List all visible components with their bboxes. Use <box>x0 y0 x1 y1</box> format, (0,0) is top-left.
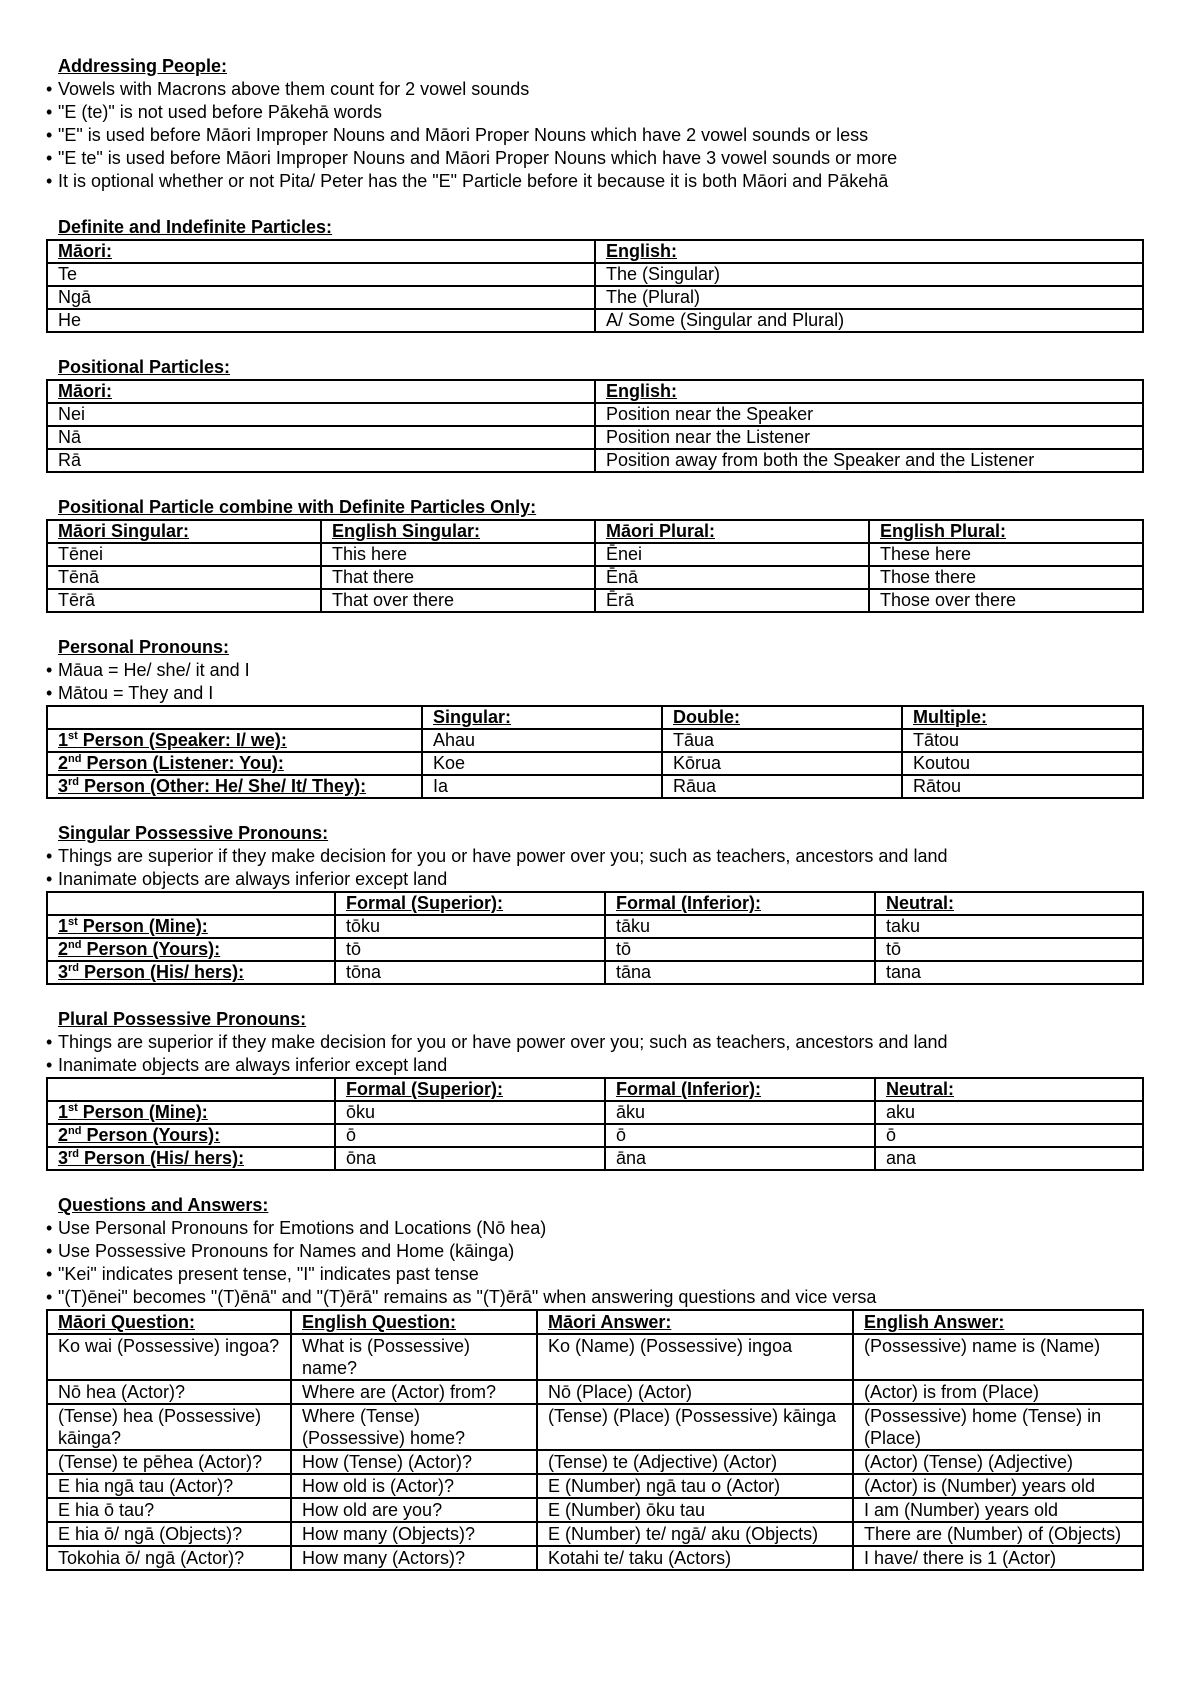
table-cell: How old is (Actor)? <box>291 1474 537 1498</box>
table-row <box>47 589 1143 612</box>
table-cell: tō <box>875 938 1143 961</box>
table-row <box>47 1124 1143 1147</box>
table-cell: tana <box>875 961 1143 984</box>
table-cell: A/ Some (Singular and Plural) <box>595 309 1143 332</box>
bullet-item: • "E te" is used before Māori Improper Nouns and Māori Proper Nouns which have 3 vowel sounds or more <box>46 147 1142 170</box>
row-header: 2nd Person (Listener: You): <box>47 752 422 775</box>
table-row <box>47 286 1143 309</box>
column-header: Neutral: <box>875 892 1143 915</box>
table-header-row <box>47 380 1143 403</box>
column-header: Formal (Superior): <box>335 892 605 915</box>
table-cell: āna <box>605 1147 875 1170</box>
document <box>46 55 1142 1571</box>
table-cell: tāku <box>605 915 875 938</box>
table-cell: That over there <box>321 589 595 612</box>
table-cell: These here <box>869 543 1143 566</box>
column-header: English Plural: <box>869 520 1143 543</box>
table-row <box>47 752 1143 775</box>
column-header: English: <box>595 380 1143 403</box>
table-cell: Those there <box>869 566 1143 589</box>
table-cell: Position away from both the Speaker and the Listener <box>595 449 1143 472</box>
column-header <box>47 892 335 915</box>
table-cell: That there <box>321 566 595 589</box>
table-row <box>47 961 1143 984</box>
table-row <box>47 1474 1143 1498</box>
row-header: 2nd Person (Yours): <box>47 938 335 961</box>
column-header: Māori Singular: <box>47 520 321 543</box>
table-row <box>47 1546 1143 1570</box>
table-cell: Tēnei <box>47 543 321 566</box>
column-header: Singular: <box>422 706 662 729</box>
personal-bullets <box>46 659 1142 705</box>
column-header: Māori Question: <box>47 1310 291 1334</box>
table-cell: How many (Objects)? <box>291 1522 537 1546</box>
column-header: Māori Answer: <box>537 1310 853 1334</box>
table-cell: E hia ō tau? <box>47 1498 291 1522</box>
table-cell: tōku <box>335 915 605 938</box>
table-cell: Kōrua <box>662 752 902 775</box>
table-cell: I am (Number) years old <box>853 1498 1143 1522</box>
table-cell: (Actor) is from (Place) <box>853 1380 1143 1404</box>
plural-possessive-heading: Plural Possessive Pronouns: <box>58 1009 307 1029</box>
table-cell: Nō (Place) (Actor) <box>537 1380 853 1404</box>
column-header <box>47 706 422 729</box>
table-cell: I have/ there is 1 (Actor) <box>853 1546 1143 1570</box>
questions-heading: Questions and Answers: <box>58 1195 269 1215</box>
column-header <box>47 1078 335 1101</box>
column-header: Formal (Inferior): <box>605 1078 875 1101</box>
row-header: 1st Person (Mine): <box>47 915 335 938</box>
table-cell: Tātou <box>902 729 1143 752</box>
table-cell: Tērā <box>47 589 321 612</box>
table-cell: Rāua <box>662 775 902 798</box>
row-header: 1st Person (Speaker: I/ we): <box>47 729 422 752</box>
definite-table <box>46 239 1144 333</box>
table-cell: Tokohia ō/ ngā (Actor)? <box>47 1546 291 1570</box>
table-row <box>47 1522 1143 1546</box>
plural-possessive-table <box>46 1077 1144 1171</box>
table-cell: Position near the Speaker <box>595 403 1143 426</box>
table-cell: How old are you? <box>291 1498 537 1522</box>
singular-possessive-bullets <box>46 845 1142 891</box>
table-cell: Nei <box>47 403 595 426</box>
table-cell: Where are (Actor) from? <box>291 1380 537 1404</box>
bullet-item: • "E" is used before Māori Improper Nouns and Māori Proper Nouns which have 2 vowel sounds or less <box>46 124 1142 147</box>
table-cell: Tāua <box>662 729 902 752</box>
table-cell: āku <box>605 1101 875 1124</box>
table-cell: tō <box>605 938 875 961</box>
table-cell: Nō hea (Actor)? <box>47 1380 291 1404</box>
table-cell: Ko wai (Possessive) ingoa? <box>47 1334 291 1380</box>
table-cell: How (Tense) (Actor)? <box>291 1450 537 1474</box>
table-cell: Ahau <box>422 729 662 752</box>
table-cell: taku <box>875 915 1143 938</box>
table-row <box>47 775 1143 798</box>
addressing-bullets <box>46 78 1142 193</box>
table-row <box>47 1147 1143 1170</box>
questions-bullets <box>46 1217 1142 1309</box>
table-row <box>47 938 1143 961</box>
table-row <box>47 1380 1143 1404</box>
plural-possessive-bullets <box>46 1031 1142 1077</box>
table-cell: He <box>47 309 595 332</box>
table-row <box>47 543 1143 566</box>
column-header: English Singular: <box>321 520 595 543</box>
table-row <box>47 263 1143 286</box>
table-cell: aku <box>875 1101 1143 1124</box>
bullet-item: • Māua = He/ she/ it and I <box>46 659 1142 682</box>
table-header-row <box>47 1078 1143 1101</box>
singular-possessive-heading: Singular Possessive Pronouns: <box>58 823 329 843</box>
table-cell: ō <box>875 1124 1143 1147</box>
table-cell: E hia ngā tau (Actor)? <box>47 1474 291 1498</box>
table-cell: (Possessive) home (Tense) in (Place) <box>853 1404 1143 1450</box>
column-header: Formal (Inferior): <box>605 892 875 915</box>
bullet-item: • Vowels with Macrons above them count for 2 vowel sounds <box>46 78 1142 101</box>
column-header: Double: <box>662 706 902 729</box>
table-header-row <box>47 892 1143 915</box>
table-cell: The (Singular) <box>595 263 1143 286</box>
table-cell: (Actor) is (Number) years old <box>853 1474 1143 1498</box>
column-header: Neutral: <box>875 1078 1143 1101</box>
table-cell: tō <box>335 938 605 961</box>
bullet-item: • "E (te)" is not used before Pākehā words <box>46 101 1142 124</box>
table-cell: (Tense) (Place) (Possessive) kāinga <box>537 1404 853 1450</box>
table-cell: Tēnā <box>47 566 321 589</box>
table-cell: Position near the Listener <box>595 426 1143 449</box>
table-cell: tāna <box>605 961 875 984</box>
table-cell: Ēnei <box>595 543 869 566</box>
table-cell: (Tense) hea (Possessive) kāinga? <box>47 1404 291 1450</box>
column-header: Formal (Superior): <box>335 1078 605 1101</box>
row-header: 1st Person (Mine): <box>47 1101 335 1124</box>
row-header: 2nd Person (Yours): <box>47 1124 335 1147</box>
table-cell: E hia ō/ ngā (Objects)? <box>47 1522 291 1546</box>
column-header: Multiple: <box>902 706 1143 729</box>
definite-heading: Definite and Indefinite Particles: <box>58 217 333 237</box>
table-row <box>47 449 1143 472</box>
table-cell: ō <box>335 1124 605 1147</box>
table-cell: Ko (Name) (Possessive) ingoa <box>537 1334 853 1380</box>
table-row <box>47 426 1143 449</box>
table-cell: What is (Possessive) name? <box>291 1334 537 1380</box>
table-cell: Ngā <box>47 286 595 309</box>
positional-heading: Positional Particles: <box>58 357 231 377</box>
table-cell: E (Number) ngā tau o (Actor) <box>537 1474 853 1498</box>
column-header: Māori Plural: <box>595 520 869 543</box>
column-header: Māori: <box>47 380 595 403</box>
table-row <box>47 403 1143 426</box>
addressing-heading: Addressing People: <box>58 56 228 76</box>
table-cell: ō <box>605 1124 875 1147</box>
bullet-item: • Use Possessive Pronouns for Names and Home (kāinga) <box>46 1240 1142 1263</box>
table-cell: Te <box>47 263 595 286</box>
bullet-item: • Mātou = They and I <box>46 682 1142 705</box>
column-header: English Answer: <box>853 1310 1143 1334</box>
table-cell: Kotahi te/ taku (Actors) <box>537 1546 853 1570</box>
table-row <box>47 566 1143 589</box>
table-row <box>47 1101 1143 1124</box>
table-cell: Rā <box>47 449 595 472</box>
column-header: English: <box>595 240 1143 263</box>
table-cell: (Tense) te pēhea (Actor)? <box>47 1450 291 1474</box>
bullet-item: • Things are superior if they make decision for you or have power over you; such as teachers, ancestors and land <box>46 1031 1142 1054</box>
bullet-item: • Use Personal Pronouns for Emotions and Locations (Nō hea) <box>46 1217 1142 1240</box>
bullet-item: • Things are superior if they make decision for you or have power over you; such as teachers, ancestors and land <box>46 845 1142 868</box>
table-row <box>47 1498 1143 1522</box>
table-cell: E (Number) te/ ngā/ aku (Objects) <box>537 1522 853 1546</box>
bullet-item: • "(T)ēnei" becomes "(T)ēnā" and "(T)ērā" remains as "(T)ērā" when answering questions and vice versa <box>46 1286 1142 1309</box>
table-header-row <box>47 240 1143 263</box>
table-cell: There are (Number) of (Objects) <box>853 1522 1143 1546</box>
personal-heading: Personal Pronouns: <box>58 637 230 657</box>
table-cell: E (Number) ōku tau <box>537 1498 853 1522</box>
table-row <box>47 1334 1143 1380</box>
positional-table <box>46 379 1144 473</box>
table-cell: ana <box>875 1147 1143 1170</box>
singular-possessive-table <box>46 891 1144 985</box>
table-cell: (Actor) (Tense) (Adjective) <box>853 1450 1143 1474</box>
questions-table <box>46 1309 1144 1571</box>
bullet-item: • Inanimate objects are always inferior except land <box>46 1054 1142 1077</box>
row-header: 3rd Person (His/ hers): <box>47 1147 335 1170</box>
table-header-row <box>47 520 1143 543</box>
table-cell: (Possessive) name is (Name) <box>853 1334 1143 1380</box>
table-cell: Where (Tense) (Possessive) home? <box>291 1404 537 1450</box>
table-cell: Koe <box>422 752 662 775</box>
combined-table <box>46 519 1144 613</box>
table-cell: The (Plural) <box>595 286 1143 309</box>
row-header: 3rd Person (Other: He/ She/ It/ They): <box>47 775 422 798</box>
table-cell: Koutou <box>902 752 1143 775</box>
bullet-item: • "Kei" indicates present tense, "I" indicates past tense <box>46 1263 1142 1286</box>
bullet-item: • It is optional whether or not Pita/ Peter has the "E" Particle before it because it is both Māori and Pākehā <box>46 170 1142 193</box>
table-cell: Ia <box>422 775 662 798</box>
table-cell: (Tense) te (Adjective) (Actor) <box>537 1450 853 1474</box>
table-header-row <box>47 1310 1143 1334</box>
table-cell: Nā <box>47 426 595 449</box>
row-header: 3rd Person (His/ hers): <box>47 961 335 984</box>
table-row <box>47 309 1143 332</box>
bullet-item: • Inanimate objects are always inferior except land <box>46 868 1142 891</box>
table-row <box>47 1404 1143 1450</box>
table-cell: Rātou <box>902 775 1143 798</box>
column-header: English Question: <box>291 1310 537 1334</box>
table-row <box>47 729 1143 752</box>
personal-table <box>46 705 1144 799</box>
table-header-row <box>47 706 1143 729</box>
table-cell: Ēnā <box>595 566 869 589</box>
table-cell: This here <box>321 543 595 566</box>
table-row <box>47 915 1143 938</box>
table-cell: ōna <box>335 1147 605 1170</box>
table-row <box>47 1450 1143 1474</box>
table-cell: ōku <box>335 1101 605 1124</box>
column-header: Māori: <box>47 240 595 263</box>
table-cell: How many (Actors)? <box>291 1546 537 1570</box>
table-cell: tōna <box>335 961 605 984</box>
combined-heading: Positional Particle combine with Definite Particles Only: <box>58 497 537 517</box>
table-cell: Those over there <box>869 589 1143 612</box>
table-cell: Ērā <box>595 589 869 612</box>
